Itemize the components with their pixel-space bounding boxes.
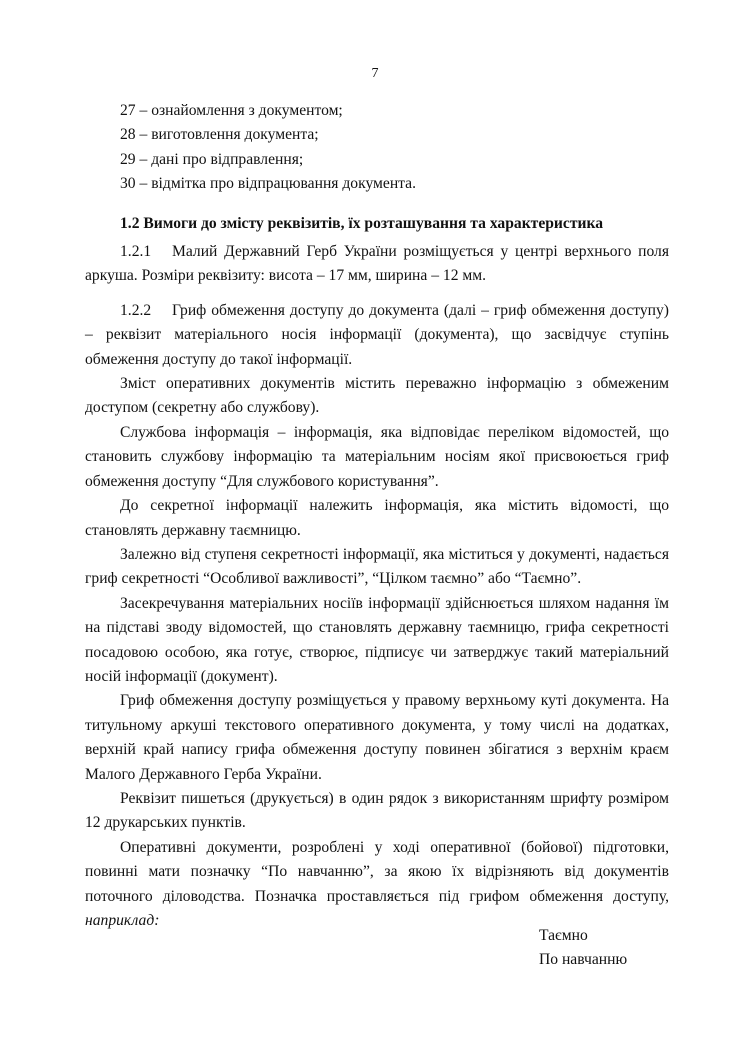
paragraph-text: Оперативні документи, розроблені у ході оперативної (бойової) підготовки, повинні мати позначку “По навчанню”, за якою їх відрізняють від документів поточного діловодства. Позначка проставляється під грифом обмеження доступу, bbox=[85, 838, 669, 905]
restriction-stamp-example bbox=[539, 924, 627, 973]
paragraph: Засекречування матеріальних носіїв інформації здійснюється шляхом надання їм на підставі зводу відомостей, що становлять державну таємницю, грифа секретності посадовою особою, яка готує, створює, підписує чи затверджує такий матеріальний носій інформації (документ). bbox=[85, 594, 669, 685]
paragraph: Реквізит пишеться (друкується) в один рядок з використанням шрифту розміром 12 друкарських пунктів. bbox=[85, 789, 669, 832]
list-item: 28 – виготовлення документа; bbox=[120, 126, 319, 144]
subsection-text: Гриф обмеження доступу до документа (далі – гриф обмеження доступу) – реквізит матеріального носія інформації (документа), що засвідчує ступінь обмеження доступу до такої інформації. bbox=[85, 301, 669, 368]
list-item: 27 – ознайомлення з документом; bbox=[120, 102, 343, 119]
stamp-training-mark: По навчанню bbox=[539, 951, 628, 969]
list-item: 29 – дані про відправлення; bbox=[120, 150, 304, 168]
example-label: наприклад: bbox=[85, 912, 160, 929]
subsection-number: 1.2.1 bbox=[120, 243, 152, 261]
page-number: 7 bbox=[371, 66, 379, 81]
paragraph: Гриф обмеження доступу розміщується у правому верхньому куті документа. На титульному аркуші текстового оперативного документа, у тому числі на додатках, верхній край напису грифа обмеження доступу повинен збігатися з верхнім краєм Малого Державного Герба України. bbox=[85, 692, 669, 783]
paragraph: Службова інформація – інформація, яка відповідає переліком відомостей, що становить службову інформацію та матеріальним носіям якої присвоюється гриф обмеження доступу “Для службового користування”. bbox=[85, 423, 669, 490]
paragraph: Зміст оперативних документів містить переважно інформацію з обмеженим доступом (секретну або службову). bbox=[85, 375, 669, 417]
subsection-1-2-2 bbox=[85, 299, 669, 372]
subsection-1-2-1 bbox=[85, 240, 669, 289]
paragraph: Залежно від ступеня секретності інформації, яка міститься у документі, надається гриф секретності “Особливої важливості”, “Цілком таємно” або “Таємно”. bbox=[85, 545, 669, 588]
list-item: 30 – відмітка про відпрацювання документа. bbox=[120, 175, 416, 193]
paragraph-last bbox=[85, 836, 669, 934]
subsection-number: 1.2.2 bbox=[120, 301, 152, 319]
section-heading: 1.2 Вимоги до змісту реквізитів, їх розташування та характеристика bbox=[120, 214, 604, 232]
subsection-text: Малий Державний Герб України розміщується у центрі верхнього поля аркуша. Розміри реквізиту: висота – 17 мм, ширина – 12 мм. bbox=[85, 243, 669, 285]
document-body bbox=[85, 99, 669, 933]
paragraph: До секретної інформації належить інформація, яка містить відомості, що становлять державну таємницю. bbox=[85, 497, 669, 539]
stamp-classification: Таємно bbox=[539, 927, 588, 944]
